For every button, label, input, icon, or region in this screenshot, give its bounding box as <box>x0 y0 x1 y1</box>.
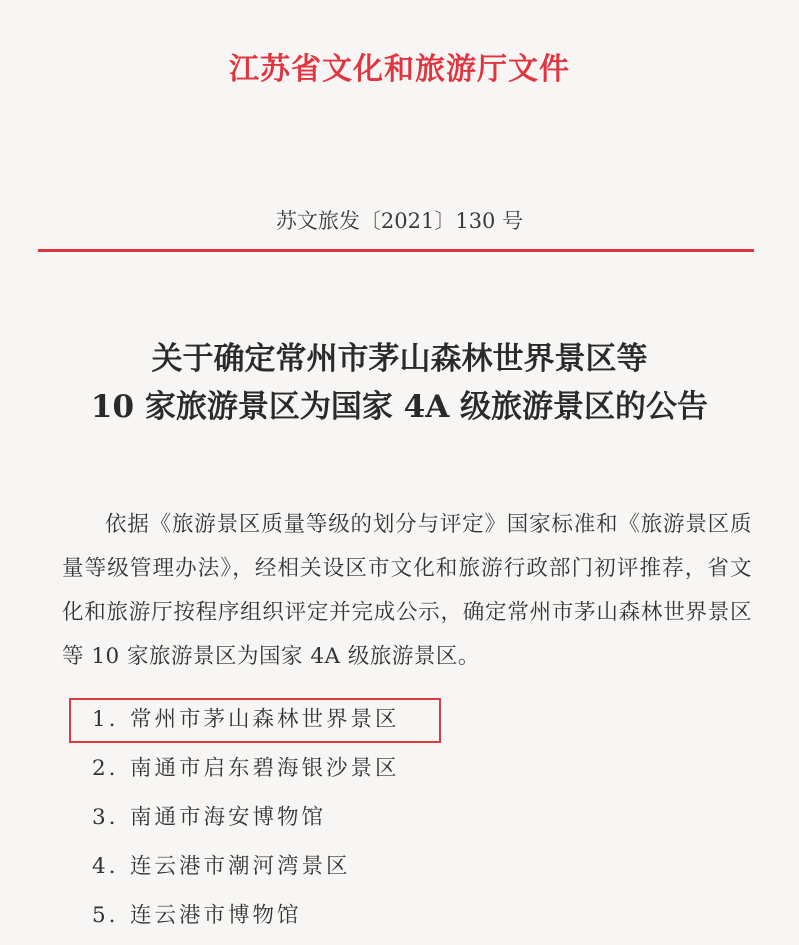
list-item-number: 2. <box>92 756 119 781</box>
red-divider-line <box>38 249 754 252</box>
list-item <box>92 798 400 847</box>
list-item-name: 连云港市潮河湾景区 <box>130 854 351 879</box>
list-item <box>92 749 400 798</box>
list-item-number: 4. <box>92 854 119 879</box>
list-item <box>92 896 400 945</box>
highlight-box <box>69 698 441 743</box>
announcement-title <box>0 335 799 431</box>
list-item-number: 1. <box>92 707 119 732</box>
list-item-name: 南通市启东碧海银沙景区 <box>130 756 400 781</box>
announcement-title-line-1: 关于确定常州市茅山森林世界景区等 <box>151 341 648 377</box>
list-item-number: 3. <box>92 805 119 830</box>
issuing-authority-title: 江苏省文化和旅游厅文件 <box>229 52 570 87</box>
list-item-name: 连云港市博物馆 <box>130 903 302 928</box>
document-number: 苏文旅发〔2021〕130 号 <box>275 209 524 233</box>
list-item-name: 南通市海安博物馆 <box>130 805 327 830</box>
list-item-name: 常州市茅山森林世界景区 <box>130 707 400 732</box>
body-paragraph: 依据《旅游景区质量等级的划分与评定》国家标准和《旅游景区质量等级管理办法》，经相关设区市文化和旅游行政部门初评推荐，省文化和旅游厅按程序组织评定并完成公示，确定常州市茅山森林世界景区等 10 家旅游景区为国家 4A 级旅游景区。 <box>62 512 752 669</box>
list-item-number: 5. <box>92 903 119 928</box>
list-item <box>92 847 400 896</box>
announcement-title-line-2: 10 家旅游景区为国家 4A 级旅游景区的公告 <box>90 389 709 425</box>
